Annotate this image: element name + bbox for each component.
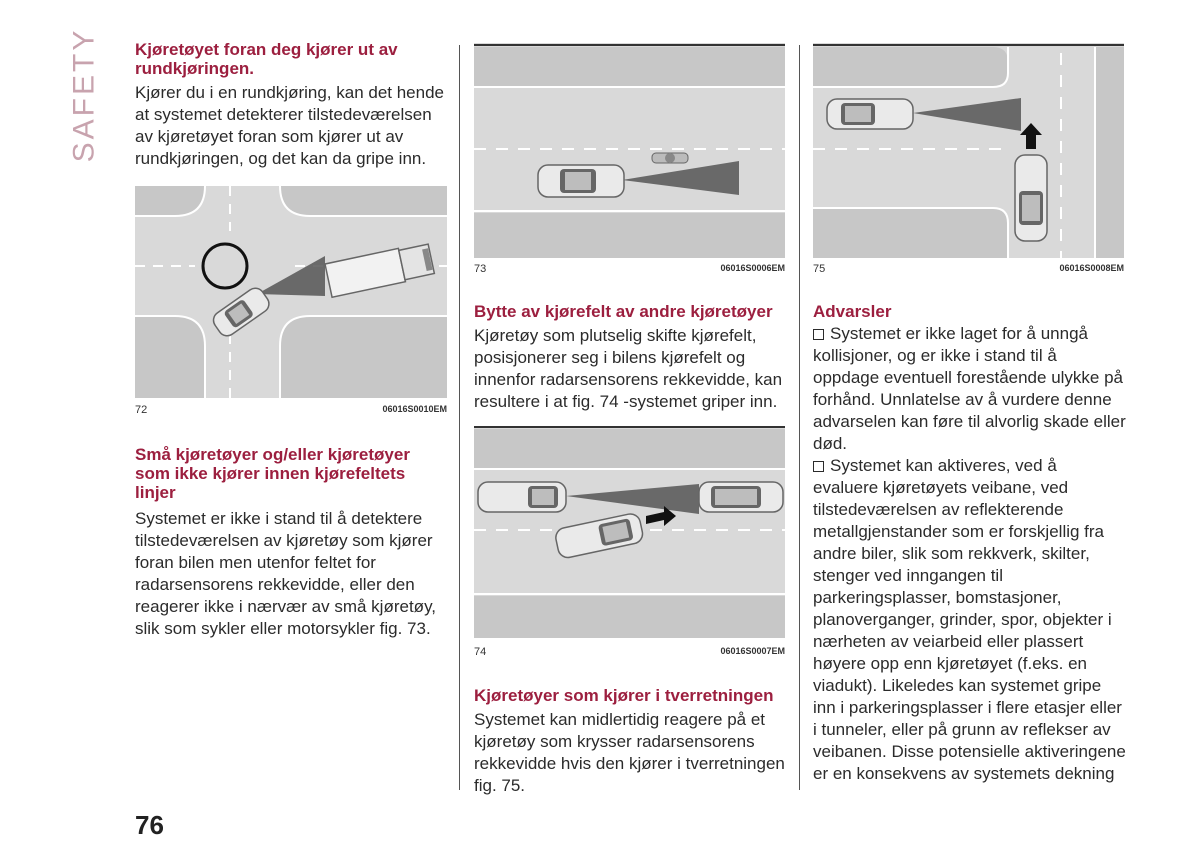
figure-73-code: 06016S0006EM <box>720 263 785 273</box>
column-1-lower <box>135 445 447 640</box>
page-number: 76 <box>135 810 164 840</box>
paragraph-small-vehicles: Systemet er ikke i stand til å detektere tilstedeværelsen av kjøretøy som kjører foran bilen men utenfor feltet for radarsensorens rekkevidde, eller den reagerer ikke i nærvær av små kjøretøy, slik som sykler eller motorsykler fig. 73. <box>135 509 437 638</box>
section-tab <box>62 27 106 163</box>
paragraph-lane-change: Kjøretøy som plutselig skifte kjørefelt, posisjonerer seg i bilens kjørefelt og innenfor radarsensorens rekkevidde, kan resultere i at fig. 74 -systemet griper inn. <box>474 326 783 411</box>
heading-crossing: Kjøretøyer som kjører i tverretningen <box>474 686 774 705</box>
figure-72-code: 06016S0010EM <box>382 404 447 414</box>
heading-small-vehicles: Små kjøretøyer og/eller kjøretøyer som ikke kjører innen kjørefeltets linjer <box>135 445 410 502</box>
column-divider-2 <box>799 45 800 790</box>
paragraph-crossing: Systemet kan midlertidig reagere på et kjøretøy som krysser radarsensorens rekkevidde hvis den kjører i tverretningen fig. 75. <box>474 710 785 795</box>
figure-73 <box>474 43 785 275</box>
column-divider-1 <box>459 45 460 790</box>
warning-1-text: Systemet er ikke laget for å unngå kollisjoner, og er ikke i stand til å oppdage eventuell forestående ulykke på forhånd. Unnlatelse av å vurdere denne advarselen kan føre til alvorlig skade eller død. <box>813 324 1126 453</box>
crossing-illustration <box>813 43 1124 258</box>
motorcycle-illustration <box>474 43 785 258</box>
section-tab-label: SAFETY <box>67 27 101 163</box>
figure-72-number: 72 <box>135 404 148 416</box>
figure-74 <box>474 426 785 658</box>
column-2-middle <box>474 302 786 413</box>
heading-lane-change: Bytte av kjørefelt av andre kjøretøyer <box>474 302 773 321</box>
column-3-warnings <box>813 302 1126 785</box>
warning-2-text: Systemet kan aktiveres, ved å evaluere kjøretøyets veibane, ved tilstedeværelsen av reflekterende metallgjenstander som er forskjellig fra andre biler, slik som rekkverk, skilter, stenger ved inngangen til parkeringsplasser, bomstasjoner, planoverganger, grinder, spor, objekter i nærheten av veiarbeid eller plassert høyere opp enn kjøretøyet (f.eks. en viadukt). Likeledes kan systemet gripe inn i parkeringsplasser i flere etasjer eller i tunneler, eller på grunn av reflekser av veibanen. Disse potensielle aktiveringene er en konsekvens av systemets dekning <box>813 456 1126 783</box>
lane-change-illustration <box>474 426 785 638</box>
figure-75 <box>813 43 1124 275</box>
figure-72 <box>135 186 447 416</box>
figure-73-number: 73 <box>474 263 487 275</box>
paragraph-roundabout: Kjører du i en rundkjøring, kan det hende at systemet detekterer tilstedeværelsen av kjøretøyet foran som kjører ut av rundkjøringen, og det kan da gripe inn. <box>135 83 445 168</box>
warning-item-2 <box>813 455 1126 785</box>
warning-item-1 <box>813 323 1126 455</box>
heading-roundabout: Kjøretøyet foran deg kjører ut av rundkjøringen. <box>135 40 398 78</box>
figure-75-code: 06016S0008EM <box>1059 263 1124 273</box>
checkbox-square-icon <box>813 461 824 472</box>
checkbox-square-icon <box>813 329 824 340</box>
figure-75-number: 75 <box>813 263 826 275</box>
column-2-lower <box>474 686 786 797</box>
figure-74-number: 74 <box>474 646 487 658</box>
column-1 <box>135 40 447 170</box>
heading-warnings: Advarsler <box>813 302 892 321</box>
figure-74-code: 06016S0007EM <box>720 646 785 656</box>
roundabout-illustration <box>135 186 447 398</box>
